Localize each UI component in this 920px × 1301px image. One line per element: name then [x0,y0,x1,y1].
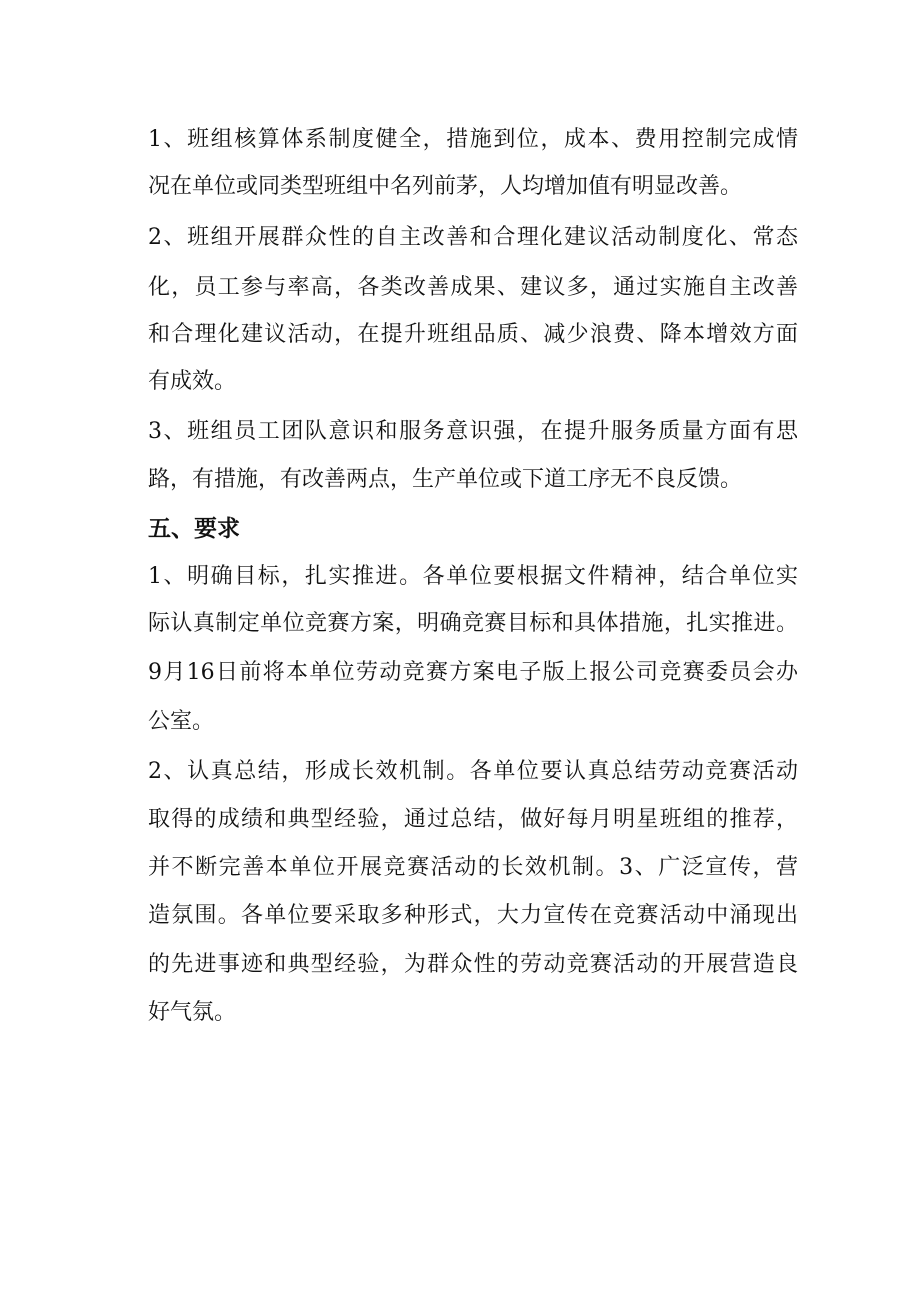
text-line: 好气氛。 [148,1000,237,1025]
text-line: 2、班组开展群众性的自主改善和合理化建议活动制度化、常态 [148,225,798,250]
text-line: 9月16日前将本单位劳动竞赛方案电子版上报公司竞赛委员会办 [148,660,798,685]
text-line: 公室。 [148,709,215,734]
section-heading: 五、要求 [148,516,240,542]
text-line: 3、班组员工团队意识和服务意识强，在提升服务质量方面有思 [148,419,798,444]
text-line: 2、认真总结，形成长效机制。各单位要认真总结劳动竞赛活动 [148,759,798,784]
text-line: 际认真制定单位竞赛方案，明确竞赛目标和具体措施，扎实推进。 [148,611,798,636]
text-line: 1、明确目标，扎实推进。各单位要根据文件精神，结合单位实 [148,564,798,589]
text-line: 况在单位或同类型班组中名列前茅，人均增加值有明显改善。 [148,174,743,199]
text-line: 化，员工参与率高，各类改善成果、建议多，通过实施自主改善 [148,275,798,300]
text-line: 1、班组核算体系制度健全，措施到位，成本、费用控制完成情 [148,127,798,152]
text-line: 和合理化建议活动，在提升班组品质、减少浪费、降本增效方面 [148,322,798,347]
text-line: 路，有措施，有改善两点，生产单位或下道工序无不良反馈。 [148,467,743,492]
text-line: 取得的成绩和典型经验，通过总结，做好每月明星班组的推荐， [148,807,798,832]
text-line: 造氛围。各单位要采取多种形式，大力宣传在竞赛活动中涌现出 [148,903,798,928]
text-line: 并不断完善本单位开展竞赛活动的长效机制。3、广泛宣传，营 [148,855,798,880]
text-line: 的先进事迹和典型经验，为群众性的劳动竞赛活动的开展营造良 [148,952,798,977]
text-line: 有成效。 [148,369,237,394]
